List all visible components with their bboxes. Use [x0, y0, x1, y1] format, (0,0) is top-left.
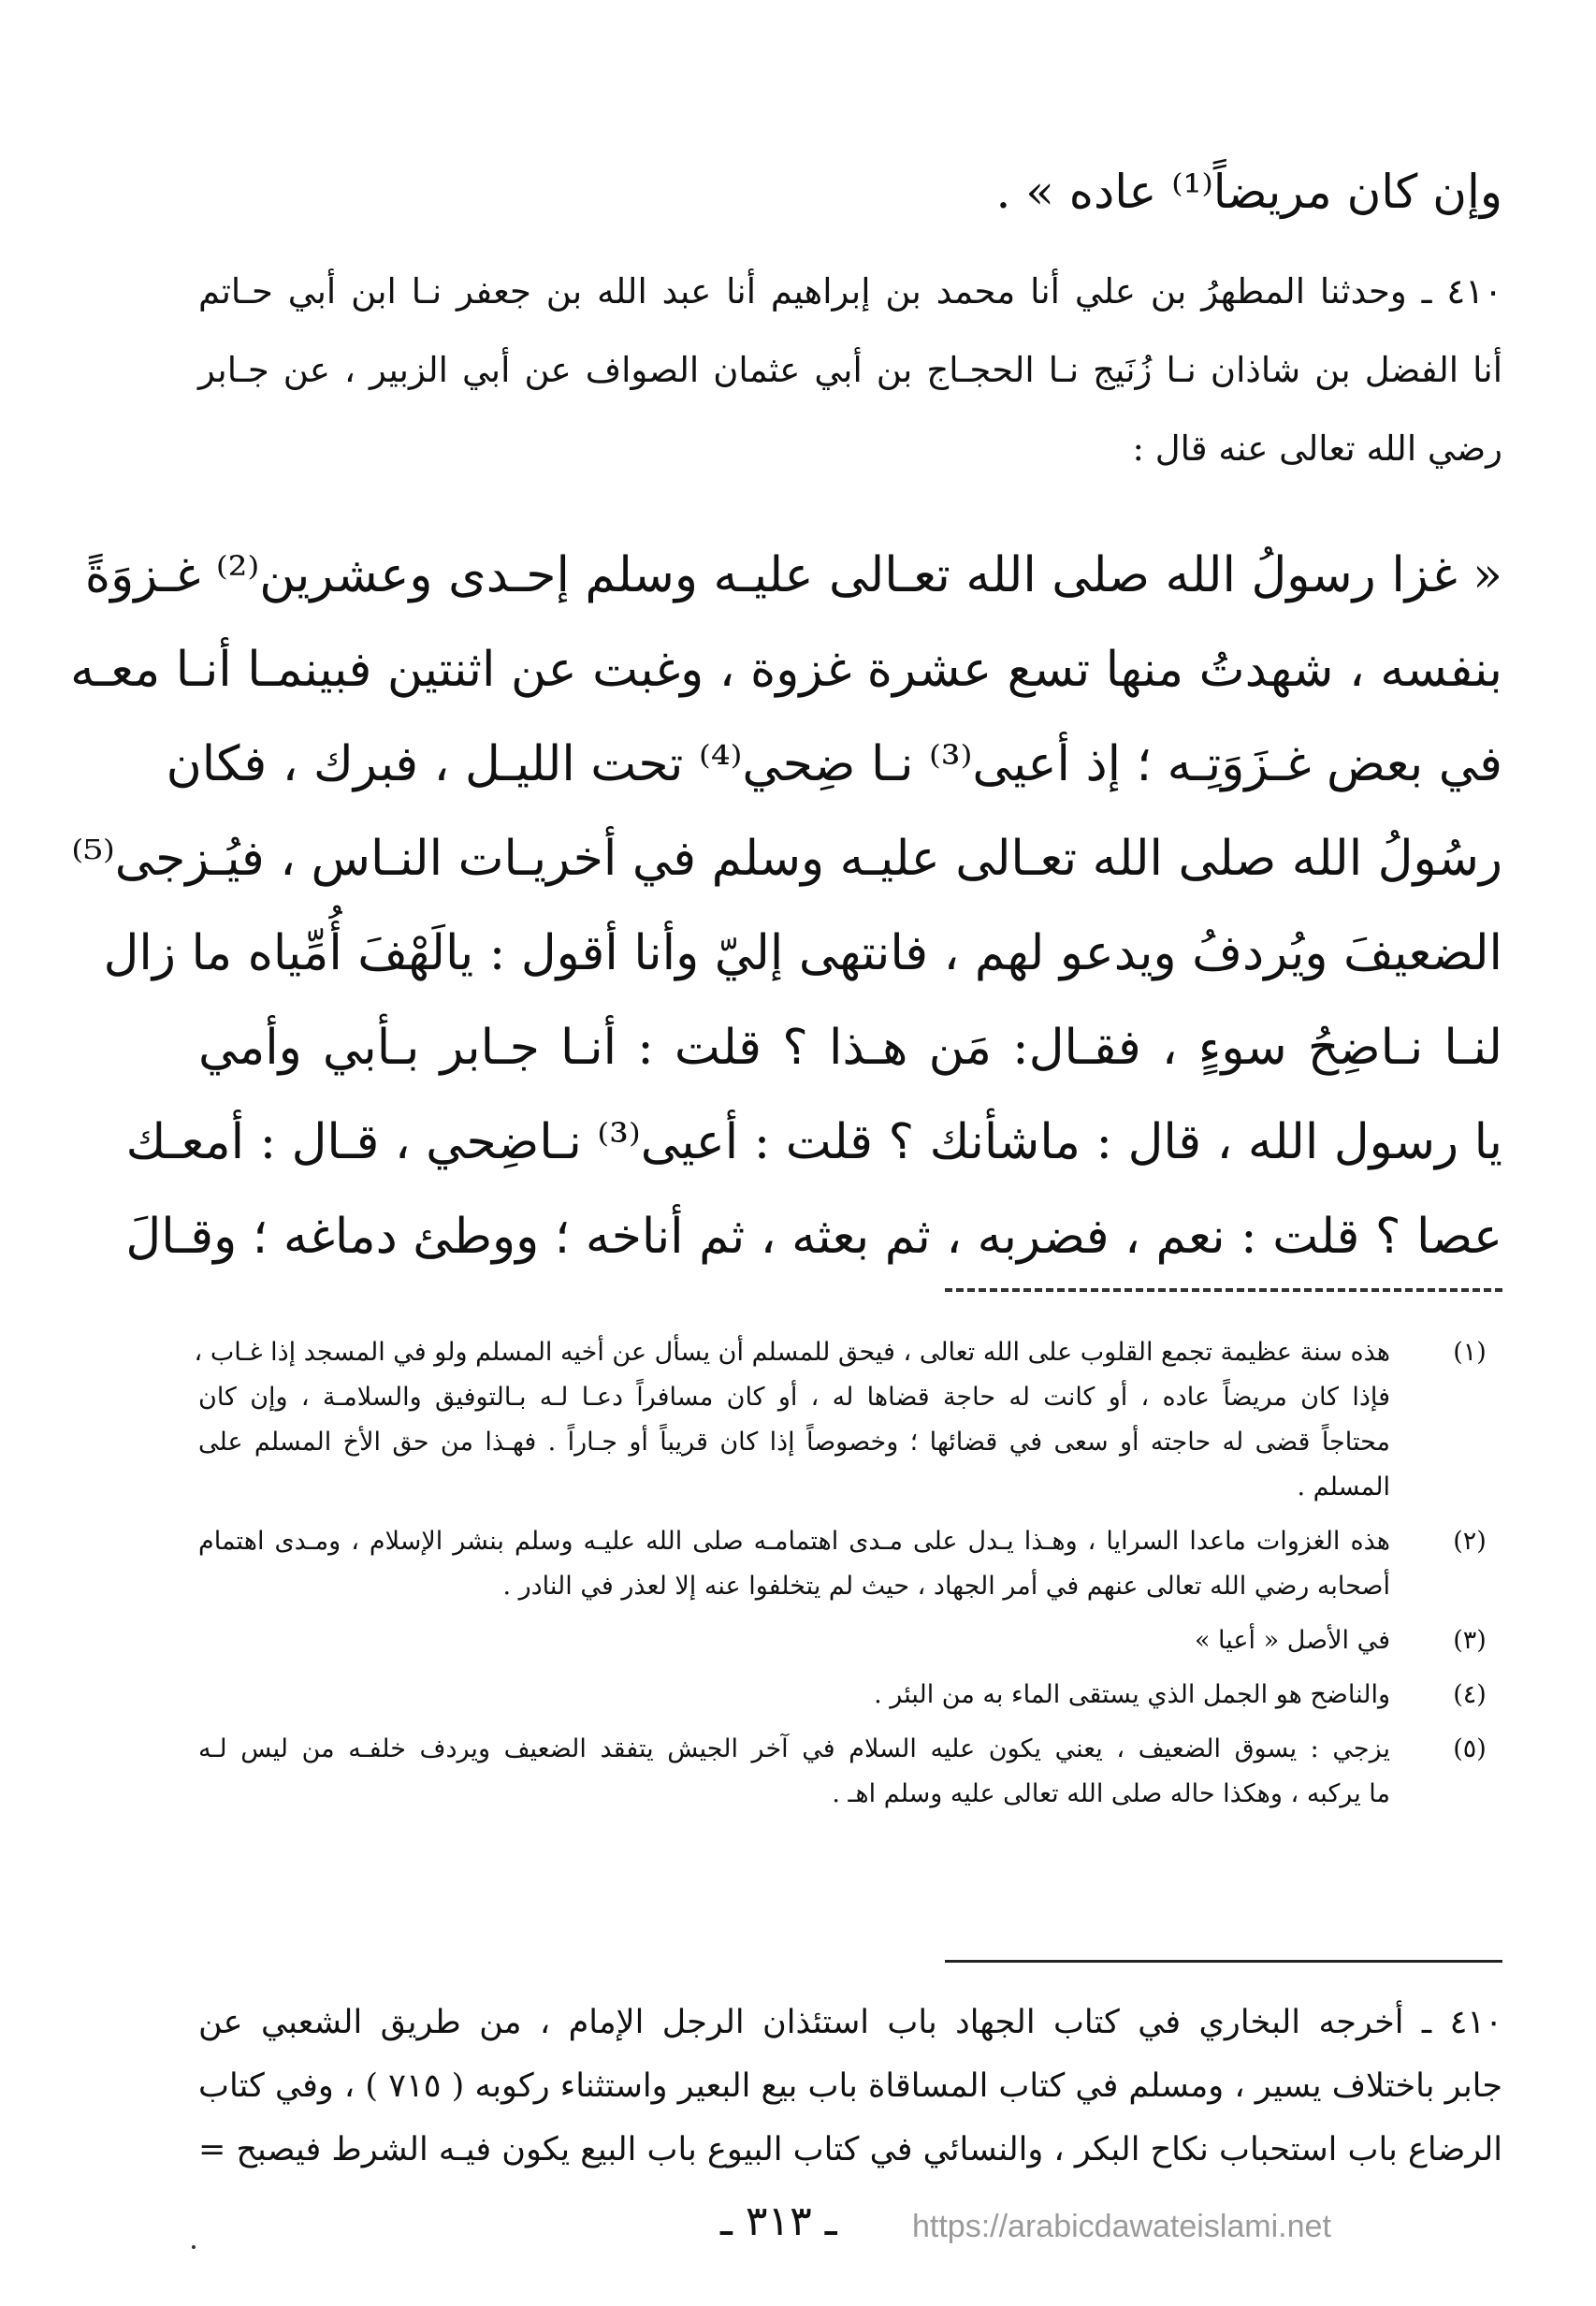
- takhrij-divider: [945, 1960, 1502, 1963]
- hadith-text-line-4: رسُولُ الله صلى الله تعـالى عليـه وسلم في أخريـات النـاس ، فيُـزجى⁽⁵⁾: [71, 831, 1502, 887]
- footnote-line: هذه سنة عظيمة تجمع القلوب على الله تعالى ، فيحق للمسلم أن يسأل عن أخيه المسلم ولو في المسجد إذا غـاب ،: [194, 1338, 1390, 1367]
- opening-line: [0, 140, 1502, 243]
- footnote-number: (٤): [1453, 1680, 1487, 1709]
- hadith-chain: [198, 253, 1502, 488]
- footnote-number: (٢): [1453, 1527, 1487, 1556]
- footnote-line: أصحابه رضي الله تعالى عنهم في أمر الجهاد ، حيث لم يتخلفوا عنه إلا لعذر في النادر .: [502, 1572, 1390, 1601]
- footnote-line: والناضح هو الجمل الذي يستقى الماء به من البئر .: [874, 1680, 1390, 1709]
- footnote-divider-dashed: [945, 1288, 1502, 1292]
- watermark-url: https://arabicdawateislami.net: [912, 2209, 1331, 2244]
- footnote-3: [198, 1618, 1502, 1663]
- footnote-line: في الأصل « أعيا »: [1194, 1626, 1390, 1655]
- hadith-text-line-1: « غزا رسولُ الله صلى الله تعـالى عليـه وسلم إحـدى وعشرين⁽²⁾ غـزوَةً: [84, 547, 1502, 603]
- takhrij-line-2: جابر باختلاف يسير ، ومسلم في كتاب المساقاة باب بيع البعير واستثناء ركوبه ( ٧١٥ ) ، وفي كتاب: [198, 2067, 1502, 2105]
- takhrij-line-1: ٤١٠ ـ أخرجه البخاري في كتاب الجهاد باب استئذان الرجل الإمام ، من طريق الشعبي عن: [198, 2004, 1502, 2041]
- footnote-line: هذه الغزوات ماعدا السرايا ، وهـذا يـدل على مـدى اهتمامـه صلى الله عليـه وسلم بنشر الإسلام ، ومـدى اهتمام: [198, 1527, 1390, 1556]
- hadith-text-line-3: في بعض غـزَوَتِـه ؛ إذ أعيى⁽³⁾ نـا ضِحي⁽⁴⁾ تحت الليـل ، فبرك ، فكان: [166, 736, 1502, 792]
- page-number: ـ ٣١٣ ـ: [720, 2197, 837, 2245]
- hadith-text-line-6: لنـا نـاضِحُ سوءٍ ، فقـال: مَن هـذا ؟ قلت : أنـا جـابر بـأبي وأمي: [198, 1020, 1502, 1076]
- scan-speck: [192, 2245, 196, 2249]
- footnote-2: [198, 1519, 1502, 1609]
- hadith-chain-line-2: أنا الفضل بن شاذان نـا زُنَيج نـا الحجـاج بن أبي عثمان الصواف عن أبي الزبير ، عن جـابر: [198, 350, 1502, 390]
- footnote-line: محتاجاً قضى له حاجته أو سعى في قضائها ؛ وخصوصاً إذا كان قريباً أو جـاراً . فهـذا من حق الأخ المسلم على: [198, 1428, 1390, 1457]
- hadith-text-line-7: يا رسول الله ، قال : ماشأنك ؟ قلت : أعيى⁽³⁾ نـاضِحي ، قـال : أمعـك: [125, 1114, 1502, 1170]
- hadith-text: [70, 529, 1502, 1284]
- hadith-chain-line-3: رضي الله تعالى عنه قال :: [1132, 428, 1502, 469]
- footnote-line: ما يركبه ، وهكذا حاله صلى الله تعالى عليه وسلم اهـ .: [832, 1779, 1390, 1808]
- footnote-number: (٥): [1453, 1734, 1487, 1763]
- hadith-text-line-2: بنفسه ، شهدتُ منها تسع عشرة غزوة ، وغبت عن اثنتين فبينمـا أنـا معـه: [70, 642, 1502, 698]
- footnote-4: [198, 1673, 1502, 1718]
- hadith-chain-line-1: ٤١٠ ـ وحدثنا المطهرُ بن علي أنا محمد بن إبراهيم أنا عبد الله بن جعفر نـا ابن أبي حـاتم: [198, 271, 1502, 312]
- footnotes: [194, 1330, 1502, 1826]
- footnote-1: [194, 1330, 1502, 1510]
- footnote-line: فإذا كان مريضاً عاده ، أو كانت له حاجة قضاها له ، أو كان مسافراً دعـا لـه بـالتوفيق والسلامـة ، وإن كان: [198, 1383, 1390, 1412]
- hadith-text-line-5: الضعيفَ ويُردفُ ويدعو لهم ، فانتهى إليّ وأنا أقول : يالَهْفَ أُمِّياه ما زال: [103, 925, 1502, 981]
- footnote-line: يزجي : يسوق الضعيف ، يعني يكون عليه السلام في آخر الجيش يتفقد الضعيف ويردف خلفـه من ليس لـه: [198, 1734, 1390, 1763]
- footnote-5: [198, 1727, 1502, 1817]
- footnote-number: (٣): [1453, 1626, 1487, 1655]
- takhrij-line-3: الرضاع باب استحباب نكاح البكر ، والنسائي في كتاب البيوع باب البيع يكون فيـه الشرط فيصبح =: [198, 2131, 1502, 2168]
- hadith-text-line-8: عصا ؟ قلت : نعم ، فضربه ، ثم بعثه ، ثم أناخه ؛ ووطئ دماغه ؛ وقـالَ: [125, 1209, 1502, 1265]
- footnote-number: (١): [1453, 1338, 1487, 1367]
- footnote-line: المسلم .: [1297, 1472, 1390, 1501]
- takhrij-note: [198, 1991, 1502, 2182]
- opening-line-text: وإن كان مريضاً⁽¹⁾ عاده » .: [995, 165, 1502, 219]
